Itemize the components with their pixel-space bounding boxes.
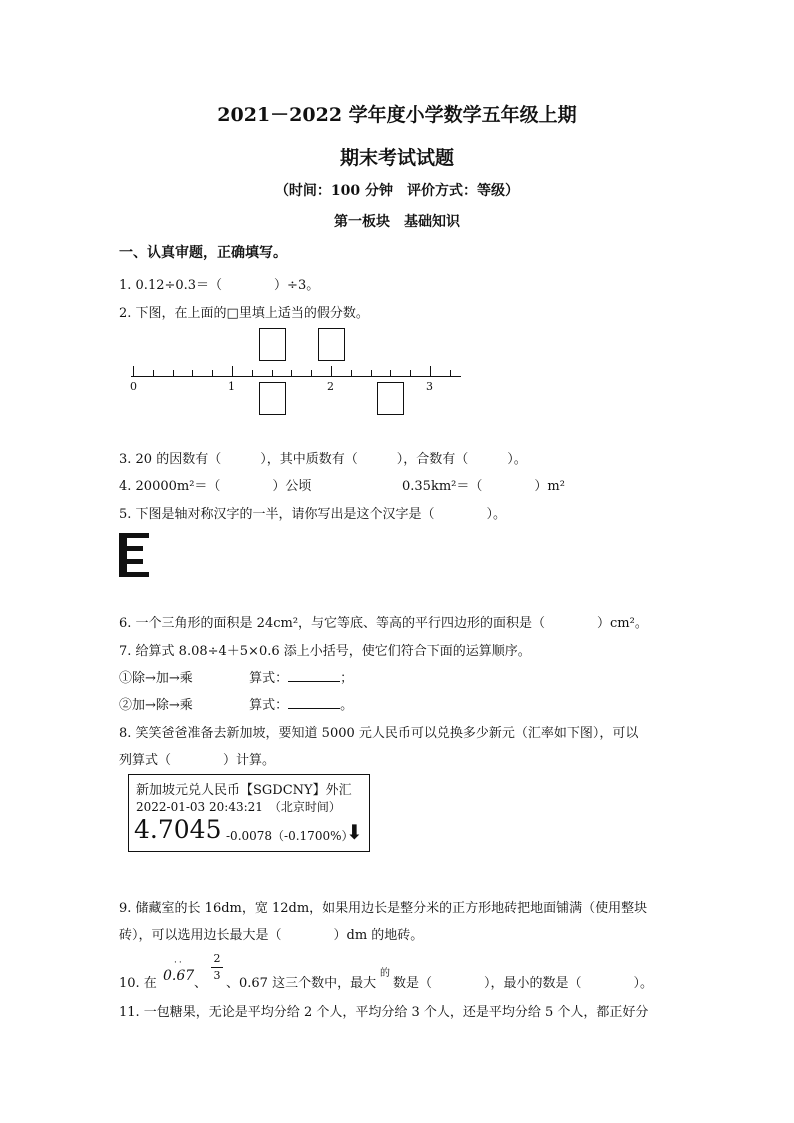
section-heading: 一、认真审题，正确填写。 — [119, 245, 287, 261]
answer-box-bottom-2[interactable] — [377, 382, 404, 415]
number-line-tick — [272, 370, 273, 377]
fraction-denominator: 3 — [213, 969, 221, 982]
question-1: 1. 0.12÷0.3＝（ ）÷3。 — [119, 278, 320, 293]
number-line-tick — [331, 366, 332, 377]
separator: 、 — [194, 976, 208, 991]
question-7: 7. 给算式 8.08÷4＋5×0.6 添上小括号，使它们符合下面的运算顺序。 — [119, 644, 531, 659]
formula-label: 算式： — [249, 698, 289, 713]
number-line-tick — [450, 370, 451, 377]
number-line-tick — [212, 370, 213, 377]
question-10-text-b: 数是（ ），最小的数是（ ）。 — [393, 976, 654, 991]
half-character-figure — [119, 533, 151, 577]
number-line-tick — [351, 370, 352, 377]
question-11: 11. 一包糖果，无论是平均分给 2 个人，平均分给 3 个人，还是平均分给 5 个人，都正好分 — [119, 1005, 649, 1020]
question-5: 5. 下图是轴对称汉字的一半，请你写出是这个汉字是（ ）。 — [119, 507, 507, 522]
formula-label: 算式： — [249, 671, 289, 686]
number-line-tick — [252, 370, 253, 377]
rate-datetime: 2022-01-03 20:43:21 （北京时间） — [136, 800, 341, 814]
exam-info: （时间：100 分钟 评价方式：等级） — [274, 183, 520, 199]
question-3: 3. 20 的因数有（ ），其中质数有（ ），合数有（ ）。 — [119, 452, 527, 467]
number-line-label: 1 — [228, 380, 235, 393]
question-8-line-2: 列算式（ ）计算。 — [119, 753, 276, 768]
fraction-numerator: 2 — [213, 952, 221, 965]
question-8-line-1: 8. 笑笑爸爸准备去新加坡，要知道 5000 元人民币可以兑换多少新元（汇率如下图），可以 — [119, 726, 639, 741]
number-line-tick — [192, 370, 193, 377]
rate-title: 新加坡元兑人民币【SGDCNY】外汇 — [136, 783, 352, 798]
question-7-part-1: ①除→加→乘 算式： ； — [119, 671, 354, 686]
order-label: ②加→除→乘 — [119, 698, 193, 713]
order-label: ①除→加→乘 — [119, 671, 193, 686]
number-line-tick — [173, 370, 174, 377]
exam-subtitle: 期末考试试题 — [339, 147, 454, 169]
repeating-dots: ·· — [174, 958, 184, 968]
question-9-line-1: 9. 储藏室的长 16dm，宽 12dm，如果用边长是整分米的正方形地砖把地面铺满（使用整块 — [119, 901, 648, 916]
number-line-label: 2 — [327, 380, 334, 393]
number-line-tick — [371, 370, 372, 377]
number-line-label: 0 — [130, 380, 137, 393]
exchange-rate-card — [128, 774, 370, 852]
answer-box-bottom-1[interactable] — [259, 382, 286, 415]
answer-box-top-1[interactable] — [259, 328, 286, 361]
question-4b: 0.35km²＝（ ）m² — [402, 479, 565, 494]
question-10-prefix: 10. 在 — [119, 976, 157, 991]
question-6: 6. 一个三角形的面积是 24cm²，与它等底、等高的平行四边形的面积是（ ）cm²。 — [119, 616, 648, 631]
number-line-tick — [232, 366, 233, 377]
question-9-line-2: 砖），可以选用边长最大是（ ）dm 的地砖。 — [119, 928, 424, 943]
question-10-de: 的 — [380, 968, 390, 979]
down-arrow-icon: ⬇ — [346, 820, 363, 844]
section-block-title: 第一板块 基础知识 — [334, 214, 460, 230]
fraction-bar — [211, 967, 223, 968]
answer-blank[interactable] — [288, 696, 340, 709]
number-line-tick — [153, 370, 154, 377]
number-line-tick — [430, 366, 431, 377]
number-line-axis — [131, 376, 461, 377]
repeating-decimal: 0.67 — [163, 968, 195, 984]
number-line-tick — [291, 370, 292, 377]
rate-value: 4.7045 — [134, 815, 222, 844]
number-line-tick — [133, 366, 134, 377]
rate-change: -0.0078（-0.1700%） — [226, 829, 354, 843]
question-7-part-2: ②加→除→乘 算式： 。 — [119, 698, 354, 713]
question-4a: 4. 20000m²＝（ ）公顷 — [119, 479, 312, 494]
number-line-tick — [390, 370, 391, 377]
exam-title: 2021－2022 学年度小学数学五年级上期 — [217, 104, 577, 126]
question-10-text-a: 、0.67 这三个数中，最大 — [226, 976, 377, 991]
number-line-label: 3 — [426, 380, 433, 393]
number-line-tick — [311, 370, 312, 377]
number-line-tick — [410, 370, 411, 377]
answer-blank[interactable] — [288, 669, 340, 682]
answer-box-top-2[interactable] — [318, 328, 345, 361]
question-2: 2. 下图，在上面的□里填上适当的假分数。 — [119, 306, 369, 321]
